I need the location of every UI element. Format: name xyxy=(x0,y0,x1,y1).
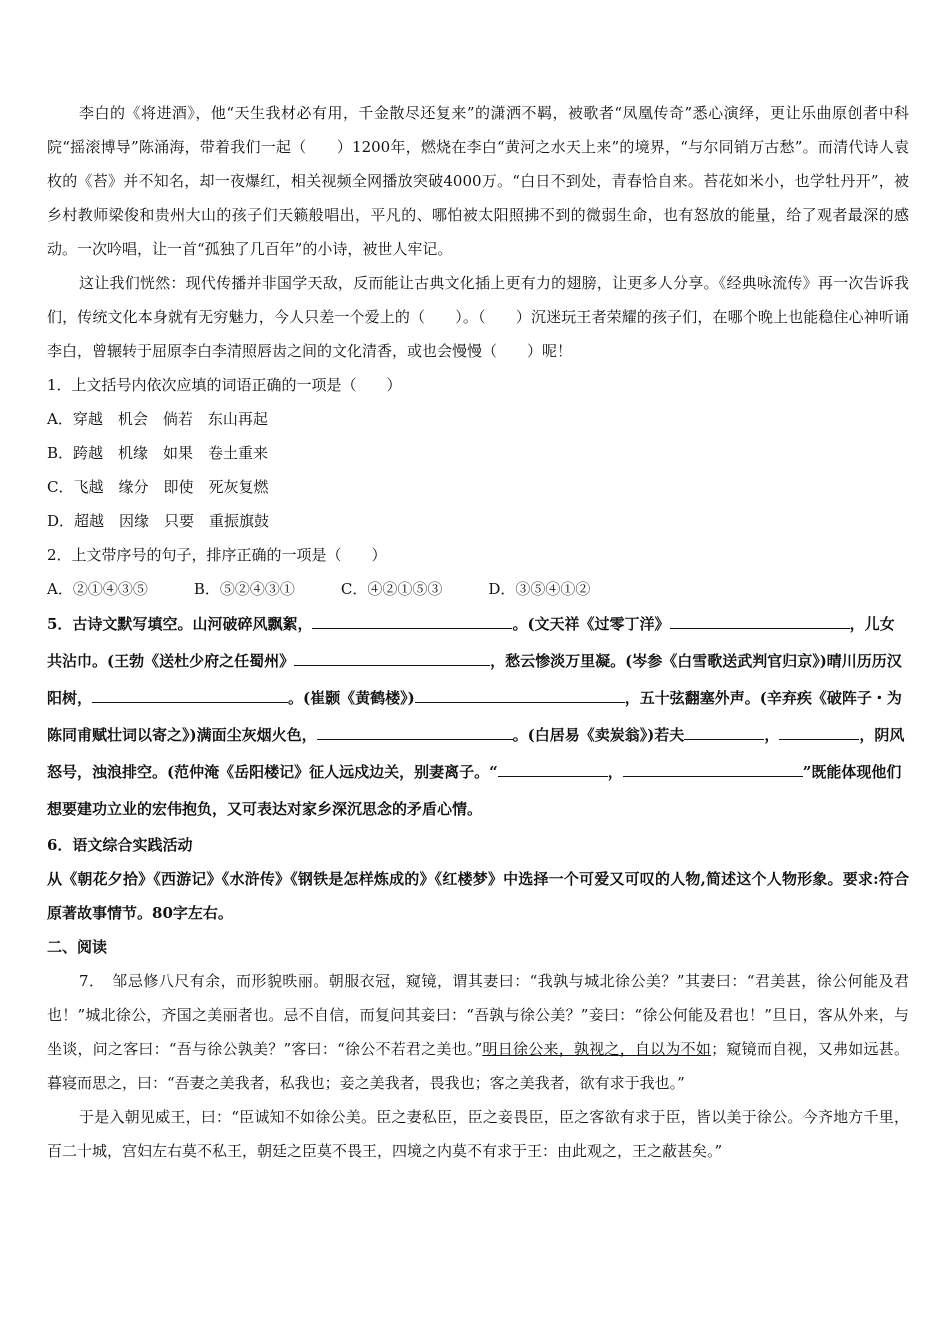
passage-paragraph-2: 这让我们恍然：现代传播并非国学天敌，反而能让古典文化插上更有力的翅膀，让更多人分享。《经典咏流传》再一次告诉我们，传统文化本身就有无穷魅力，今人只差一个爱上的（ ）。（ ）沉迷玩王者荣耀的孩子们，在哪个晚上也能稳住心神听诵李白，曾辗转于屈原李白李清照唇齿之间的文化清香，或也会慢慢（ ）呢！ xyxy=(47,274,909,360)
question-6-body: 从《朝花夕拾》《西游记》《水浒传》《钢铁是怎样炼成的》《红楼梦》中选择一个可爱又可叹的人物,简述这个人物形象。要求:符合原著故事情节。80字左右。 xyxy=(47,870,909,922)
q5-blank-9[interactable] xyxy=(498,756,608,777)
q7-number: 7． xyxy=(79,972,97,990)
q7-text-a: 邹忌修八尺有余，而形貌昳丽。朝服衣冠，窥镜，谓其妻曰：“我孰与城北徐公美？”其妻曰：“君美甚，徐公何能及君也！”城北徐公，齐国之美丽者也。忌不自信，而复问其妾曰：“吾孰与徐公美？”妾曰：“徐公何能及君也！”旦日，客从外来，与坐谈，问之客曰：“吾与徐公孰美？”客曰：“徐公不若君之美也。” xyxy=(47,972,909,1058)
q5-text-6: ，五十弦翻塞外声。(辛弃疾《破阵子・为陈同甫赋壮词以寄之》)满面尘灰烟火色， xyxy=(47,689,902,744)
question-5 xyxy=(47,606,909,828)
passage-paragraph-1: 李白的《将进酒》，他“天生我材必有用，千金散尽还复来”的潇洒不羁，被歌者“凤凰传奇”悉心演绎，更让乐曲原创者中科院“摇滚博导”陈涌海，带着我们一起（ ）1200年，燃烧在李白“黄河之水天上来”的境界，“与尔同销万古愁”。而清代诗人袁枚的《苔》并不知名，却一夜爆红，相关视频全网播放突破4000万。“白日不到处，青春恰自来。苔花如米小，也学牡丹开”，被乡村教师梁俊和贵州大山的孩子们天籁般唱出，平凡的、哪怕被太阳照拂不到的微弱生命，也有怒放的能量，给了观者最深的感动。一次吟唱，让一首“孤独了几百年”的小诗，被世人牢记。 xyxy=(47,104,909,258)
q5-text-1: 5．古诗文默写填空。山河破碎风飘絮， xyxy=(47,615,313,633)
q5-blank-10[interactable] xyxy=(623,756,803,777)
q5-text-5: 。(崔颢《黄鹤楼》) xyxy=(288,689,415,707)
q5-blank-8[interactable] xyxy=(779,719,859,740)
q7-text-b: ；窥镜而自视，又弗如远甚。暮寝而思之，曰：“吾妻之美我者，私我也；妾之美我者，畏我也；客之美我者，欲有求于我也。” xyxy=(47,1040,909,1092)
question-1-option-b: B．跨越 机缘 如果 卷土重来 xyxy=(47,444,269,462)
question-2-options xyxy=(47,572,909,606)
section-2-title: 二、阅读 xyxy=(47,938,108,956)
q5-blank-2[interactable] xyxy=(670,608,850,629)
question-1-stem: 1．上文括号内依次应填的词语正确的一项是（ ） xyxy=(47,376,402,394)
q5-blank-4[interactable] xyxy=(92,682,288,703)
question-6-title: 6．语文综合实践活动 xyxy=(47,836,193,854)
question-7-paragraph-2: 于是入朝见威王，曰：“臣诚知不如徐公美。臣之妻私臣，臣之妾畏臣，臣之客欲有求于臣，皆以美于徐公。今齐地方千里，百二十城，宫妇左右莫不私王，朝廷之臣莫不畏王，四境之内莫不有求于王：由此观之，王之蔽甚矣。” xyxy=(47,1108,909,1160)
question-1-option-c: C．飞越 缘分 即使 死灰复燃 xyxy=(47,478,269,496)
q5-blank-1[interactable] xyxy=(312,608,512,629)
question-7-paragraph-1 xyxy=(47,964,909,1100)
question-2-option-c: C．④②①⑤③ xyxy=(340,580,443,598)
question-1-option-a: A．穿越 机会 倘若 东山再起 xyxy=(47,410,268,428)
document-page xyxy=(47,96,909,1168)
question-2-option-a: A．②①④③⑤ xyxy=(47,580,148,598)
q5-text-4: ，愁云惨淡万里凝。(岑参《白雪歌送武判官归京》)晴川历历汉阳树， xyxy=(47,652,902,707)
q7-underlined-sentence: 明日徐公来，孰视之，自以为不如 xyxy=(482,1040,712,1058)
q5-text-8: ， xyxy=(764,726,780,744)
question-2-option-b: B．⑤②④③① xyxy=(193,580,295,598)
q5-text-10: ， xyxy=(607,763,623,781)
q5-text-9: ，阴风怒号，浊浪排空。(范仲淹《岳阳楼记》征人远戍边关，别妻离子。“ xyxy=(47,726,905,781)
q5-text-2: 。(文天祥《过零丁洋》 xyxy=(512,615,670,633)
q5-blank-7[interactable] xyxy=(684,719,764,740)
q5-text-11: ”既能体现他们想要建功立业的宏伟抱负，又可表达对家乡深沉思念的矛盾心情。 xyxy=(47,763,902,818)
question-1-option-d: D．超越 因缘 只要 重振旗鼓 xyxy=(47,512,270,530)
question-2-option-d: D．③⑤④①② xyxy=(488,580,591,598)
question-2-stem: 2．上文带序号的句子，排序正确的一项是（ ） xyxy=(47,546,387,564)
q5-blank-5[interactable] xyxy=(415,682,625,703)
q5-text-3: ，儿女共沾巾。(王勃《送杜少府之任蜀州》 xyxy=(47,615,895,670)
q5-blank-6[interactable] xyxy=(317,719,513,740)
q5-blank-3[interactable] xyxy=(294,645,490,666)
q5-text-7: 。(白居易《卖炭翁》)若夫 xyxy=(512,726,685,744)
